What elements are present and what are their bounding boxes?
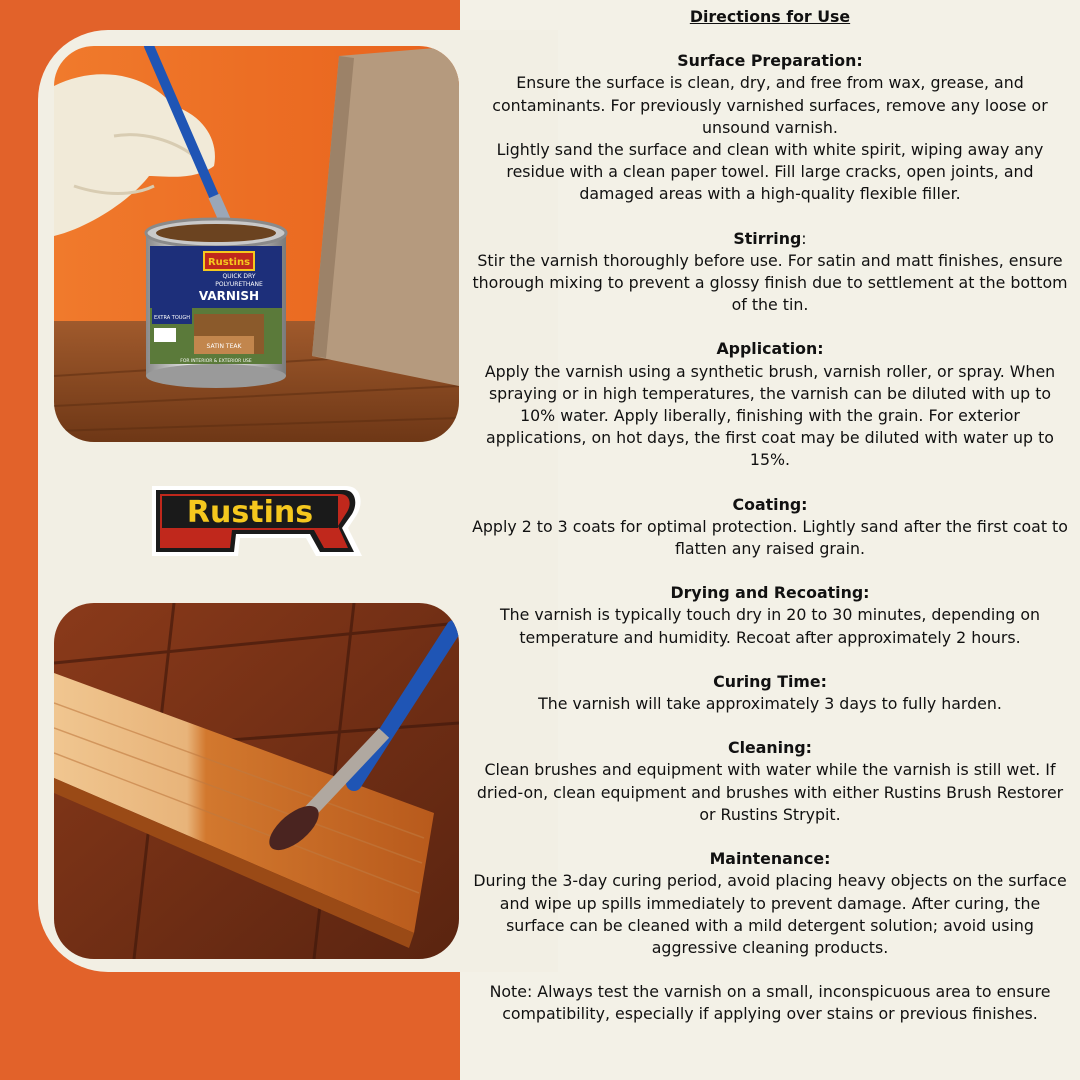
brush-on-wood-photo [54, 603, 459, 959]
section-title [470, 848, 1070, 870]
can-finish-text: SATIN TEAK [206, 343, 242, 350]
section-paragraph: Clean brushes and equipment with water while the varnish is still wet. If dried-on, clean equipment and brushes with either Rustins Brush Restorer or Rustins Strypit. [476, 760, 1064, 824]
section-title-suffix: : [801, 228, 807, 248]
section-title [470, 338, 1070, 360]
section-paragraph: Apply the varnish using a synthetic brush, varnish roller, or spray. When spraying or in high temperatures, the varnish can be diluted with up to 10% water. Apply liberally, finishing with the grain. For exterior applications, on hot days, the first coat may be diluted with water up to 15%. [484, 361, 1056, 470]
can-brand-text: Rustins [207, 257, 251, 268]
can-footer-text: FOR INTERIOR & EXTERIOR USE [180, 359, 252, 364]
section-title-text: Application: [716, 339, 824, 359]
directions-title: Directions for Use [689, 7, 851, 26]
section-paragraph: During the 3-day curing period, avoid placing heavy objects on the surface and wipe up spills immediately to prevent damage. After curing, the surface can be cleaned with a mild detergent solution; avoid using aggressive cleaning products. [473, 871, 1067, 957]
direction-section [470, 228, 1070, 317]
can-line2-text: POLYURETHANE [215, 281, 263, 288]
direction-section [470, 671, 1070, 715]
direction-section [470, 338, 1070, 471]
section-title-text: Cleaning: [728, 738, 812, 758]
can-line3-text: VARNISH [198, 289, 260, 303]
section-title-text: Surface Preparation: [677, 51, 863, 71]
logo-wordmark: Rustins [186, 495, 314, 530]
section-paragraph: Stir the varnish thoroughly before use. For satin and matt finishes, ensure thorough mixing to prevent a glossy finish due to settlement at the bottom of the tin. [472, 250, 1068, 315]
direction-section [470, 848, 1070, 959]
note-text: Note: Always test the varnish on a small, inconspicuous area to ensure compatibility, especially if applying over stains or previous finishes. [489, 982, 1051, 1024]
direction-section [470, 50, 1070, 205]
direction-section [470, 737, 1070, 826]
can-badge-text: EXTRA TOUGH [153, 315, 191, 321]
section-title-text: Stirring [733, 228, 802, 248]
section-title [470, 494, 1070, 516]
rustins-logo [150, 484, 364, 562]
section-title [470, 50, 1070, 72]
directions-sections [470, 50, 1070, 959]
section-paragraph: Ensure the surface is clean, dry, and free from wax, grease, and contaminants. For previously varnished surfaces, remove any loose or unsound varnish. [492, 73, 1048, 137]
directions-panel [470, 6, 1070, 1026]
section-title-text: Maintenance: [709, 849, 831, 869]
section-title-text: Drying and Recoating: [670, 583, 870, 603]
section-title [470, 228, 1070, 250]
section-title [470, 582, 1070, 604]
direction-section [470, 494, 1070, 561]
section-paragraph: The varnish will take approximately 3 days to fully harden. [538, 694, 1002, 714]
section-title-text: Coating: [732, 494, 808, 514]
direction-section [470, 582, 1070, 649]
section-title [470, 671, 1070, 693]
can-line1-text: QUICK DRY [222, 273, 256, 280]
section-title [470, 737, 1070, 759]
section-title-text: Curing Time: [713, 671, 827, 691]
varnish-tin-photo [54, 46, 459, 442]
section-paragraph: Apply 2 to 3 coats for optimal protection. Lightly sand after the first coat to flatten any raised grain. [472, 516, 1068, 559]
section-paragraph: The varnish is typically touch dry in 20 to 30 minutes, depending on temperature and humidity. Recoat after approximately 2 hours. [499, 605, 1041, 647]
section-paragraph: Lightly sand the surface and clean with white spirit, wiping away any residue with a clean paper towel. Fill large cracks, open joints, and damaged areas with a high-quality flexible filler. [496, 140, 1044, 204]
